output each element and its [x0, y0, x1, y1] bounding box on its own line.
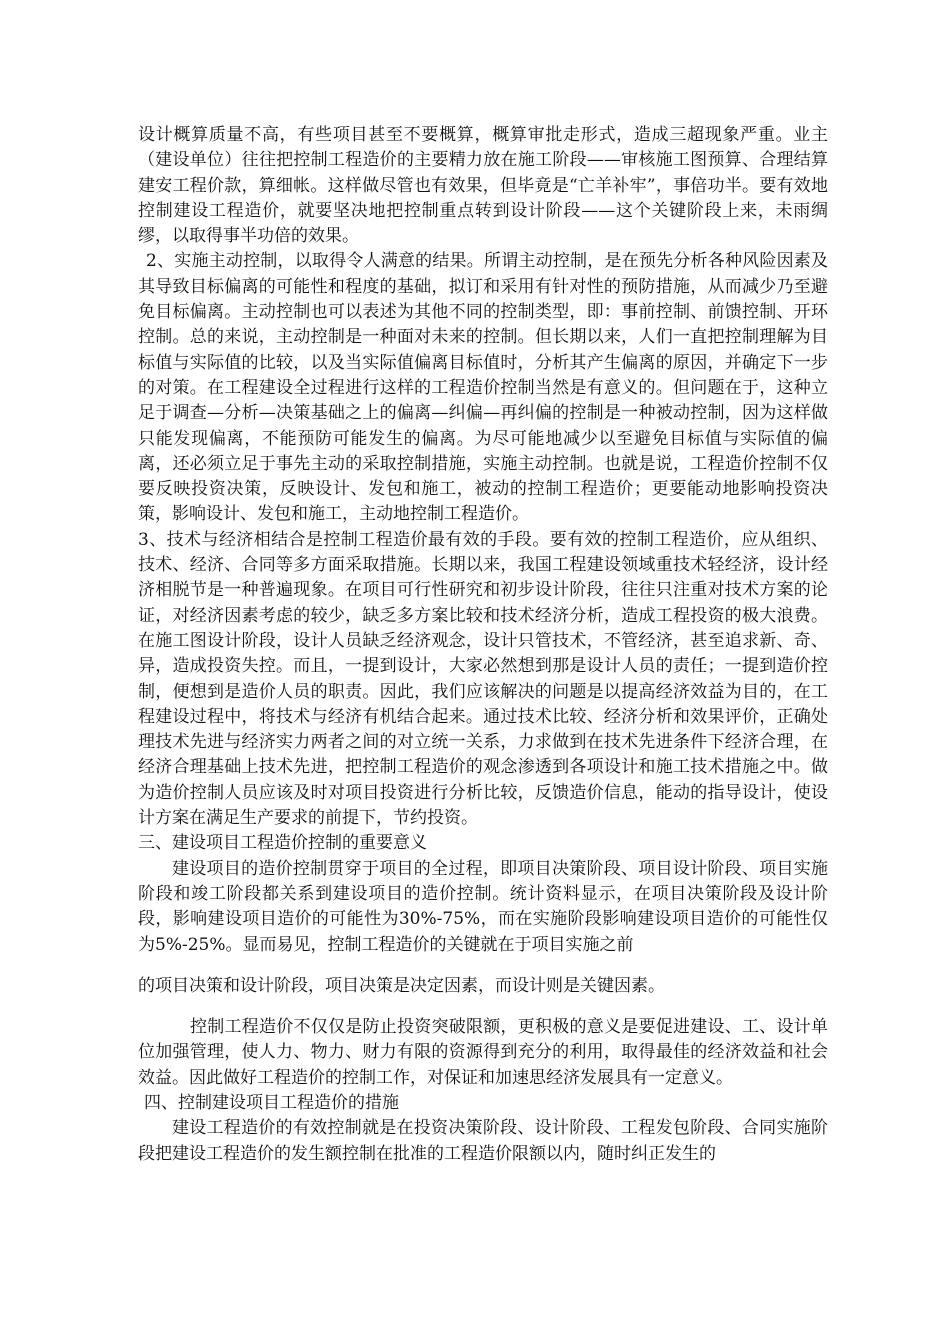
paragraph-decision-design-stage: 的项目决策和设计阶段，项目决策是决定因素，而设计则是关键因素。: [138, 975, 665, 996]
section-heading-4: 四、控制建设项目工程造价的措施: [144, 1092, 399, 1113]
paragraph-significance: 控制工程造价不仅仅是防止投资突破限额，更积极的意义是要促进建设、工、设计单位加强管理，使人力、物力、财力有限的资源得到充分的利用，取得最佳的经济效益和社会效益。因此做好工程造价的控制工作，对保证和加速思经济发展具有一定意义。: [138, 1017, 828, 1088]
paragraph-design-estimate: 设计概算质量不高，有些项目甚至不要概算，概算审批走形式，造成三超现象严重。业主（建设单位）往往把控制工程造价的主要精力放在施工阶段——审核施工图预算、合理结算建安工程价款，算细帐。这样做尽管也有效果，但毕竟是“亡羊补牢”，事倍功半。要有效地控制建设工程造价，就要坚决地把控制重点转到设计阶段——这个关键阶段上来，未雨绸缪，以取得事半功倍的效果。: [138, 125, 828, 247]
paragraph-tech-economy: 3、技术与经济相结合是控制工程造价最有效的手段。要有效的控制工程造价，应从组织、技术、经济、合同等多方面采取措施。长期以来，我国工程建设领域重技术轻经济，设计经济相脱节是一种普遍现象。在项目可行性研究和初步设计阶段，往往只注重对技术方案的论证，对经济因素考虑的较少，缺乏多方案比较和技术经济分析，造成工程投资的极大浪费。在施工图设计阶段，设计人员缺乏经济观念，设计只管技术，不管经济，甚至追求新、奇、异，造成投资失控。而且，一提到设计，大家必然想到那是设计人员的责任；一提到造价控制，便想到是造价人员的职责。因此，我们应该解决的问题是以提高经济效益为目的，在工程建设过程中，将技术与经济有机结合起来。通过技术比较、经济分析和效果评价，正确处理技术先进与经济实力两者之间的对立统一关系，力求做到在技术先进条件下经济合理，在经济合理基础上技术先进，把控制工程造价的观念渗透到各项设计和施工技术措施之中。做为造价控制人员应该及时对项目投资进行分析比较，反馈造价信息，能动的指导设计，使设计方案在满足生产要求的前提下，节约投资。: [138, 529, 828, 829]
section-heading-3: 三、建设项目工程造价控制的重要意义: [138, 833, 427, 854]
paragraph-active-control: 2、实施主动控制，以取得令人满意的结果。所谓主动控制，是在预先分析各种风险因素及其导致目标偏离的可能性和程度的基础，拟订和采用有针对性的预防措施，从而减少乃至避免目标偏离。主动控制也可以表述为其他不同的控制类型，即：事前控制、前馈控制、开环控制。总的来说，主动控制是一种面对未来的控制。但长期以来，人们一直把控制理解为目标值与实际值的比较，以及当实际值偏离目标值时，分析其产生偏离的原因，并确定下一步的对策。在工程建设全过程进行这样的工程造价控制当然是有意义的。但问题在于，这种立足于调查—分析—决策基础之上的偏离—纠偏—再纠偏的控制是一种被动控制，因为这样做只能发现偏离，不能预防可能发生的偏离。为尽可能地减少以至避免目标值与实际值的偏离，还必须立足于事先主动的采取控制措施，实施主动控制。也就是说，工程造价控制不仅要反映投资决策，反映设计、发包和施工，被动的控制工程造价；更要能动地影响投资决策，影响设计、发包和施工，主动地控制工程造价。: [138, 251, 828, 525]
paragraph-effective-control: 建设工程造价的有效控制就是在投资决策阶段、设计阶段、工程发包阶段、合同实施阶段把建设工程造价的发生额控制在批准的工程造价限额以内，随时纠正发生的: [138, 1118, 828, 1164]
document-page: [138, 123, 828, 1167]
paragraph-cost-control-process: 建设项目的造价控制贯穿于项目的全过程，即项目决策阶段、项目设计阶段、项目实施阶段和竣工阶段都关系到建设项目的造价控制。统计资料显示，在项目决策阶段及设计阶段，影响建设项目造价的可能性为30%-75%，而在实施阶段影响建设项目造价的可能性仅为5%-25%。显而易见，控制工程造价的关键就在于项目实施之前: [138, 858, 828, 955]
